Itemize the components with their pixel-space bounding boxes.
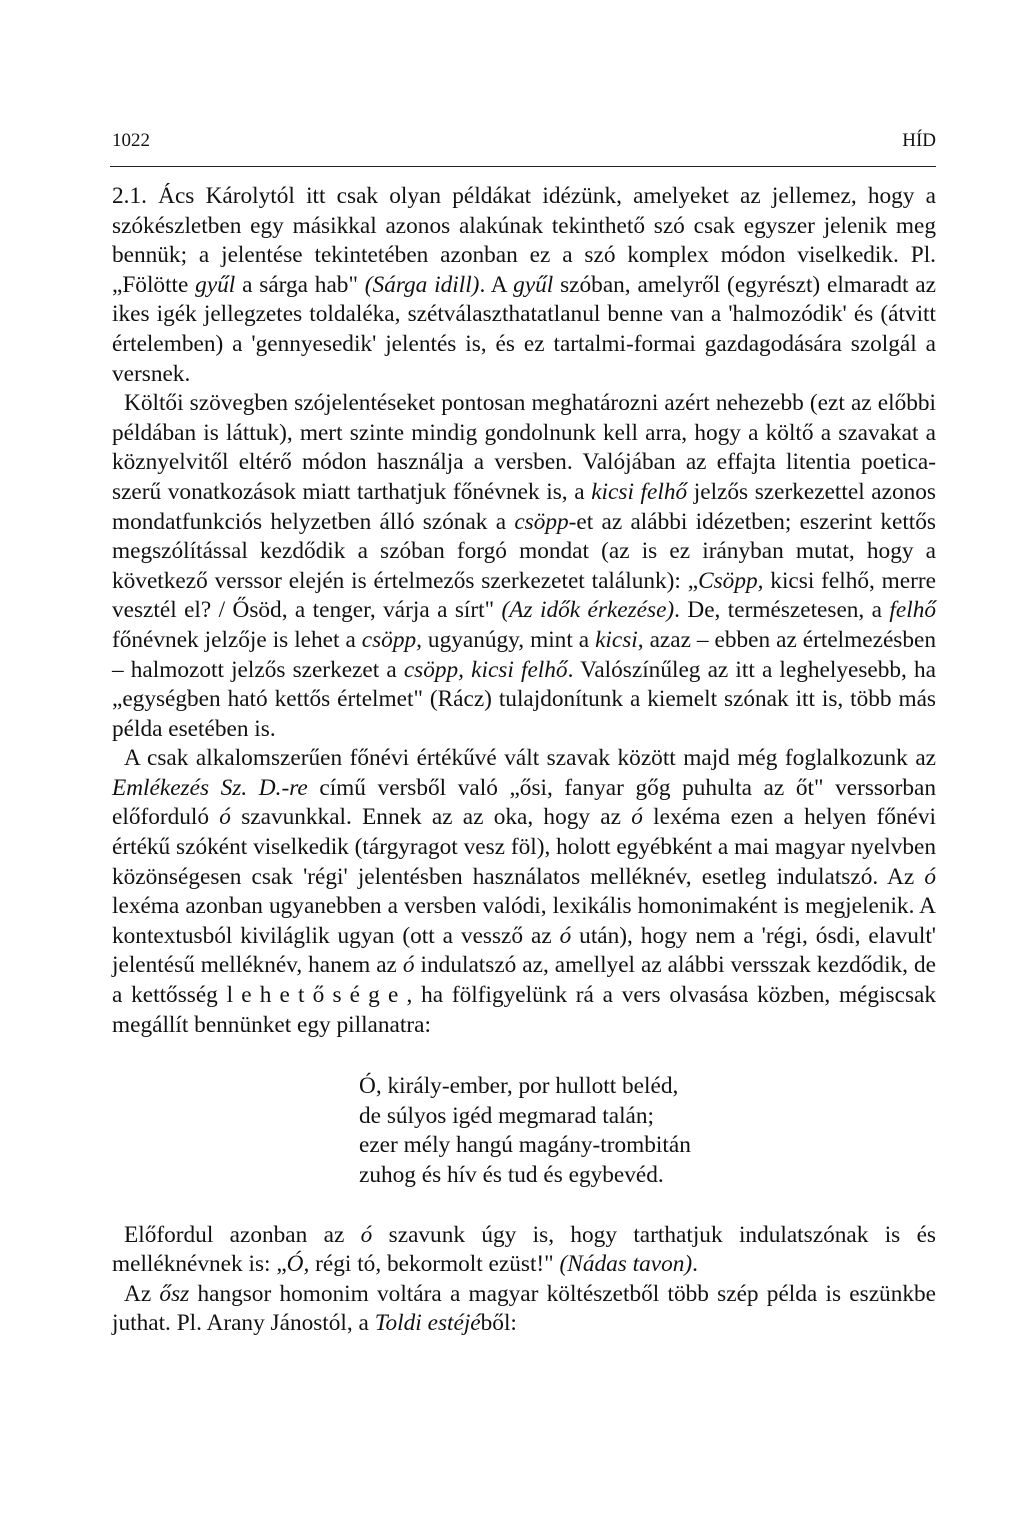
italic-text: ősz xyxy=(159,1280,190,1307)
italic-text: (Az idők érkezése) xyxy=(501,597,675,624)
italic-text: csöpp, xyxy=(361,626,422,653)
italic-text: ó xyxy=(402,952,415,979)
italic-text: ó xyxy=(924,863,936,890)
text-run: lexéma ezen a helyen főnévi értékű szóként viselkedik (tárgyragot vesz föl), holott egyébként a mai magyar nyelvben közönségesen csak 'régi' jelentésben használatos melléknév, esetleg indulatszó. Az xyxy=(112,804,936,890)
italic-text: ó xyxy=(559,922,572,949)
italic-text: felhő xyxy=(889,597,936,624)
italic-text: gyűl xyxy=(513,271,554,298)
header-rule xyxy=(110,166,936,167)
text-run: . A xyxy=(479,271,514,298)
text-run: Költői szövegben szójelentéseket pontosan meghatározni azért nehezebb (ezt az előbbi példában is láttuk), mert szinte mindig gondolnunk kell arra, hogy a költő a szavakat a köznyelvitől eltérő módon használja a versben. Valójában az effajta litentia poetica-szerű vonatkozások miatt tarthatjuk főnévnek is, a xyxy=(112,390,936,505)
text-run: . De, természetesen, a xyxy=(674,597,890,624)
running-header xyxy=(112,130,936,152)
paragraphs-after-poem xyxy=(112,1221,936,1339)
text-run: ugyanúgy, mint a xyxy=(421,626,596,653)
poem-line: zuhog és hív és tud és egybevéd. xyxy=(359,1162,664,1188)
text-run: Az xyxy=(124,1280,160,1307)
journal-title: HÍD xyxy=(902,130,936,151)
spaced-emphasis-text: lehetősége xyxy=(226,982,407,1009)
text-run: régi tó, bekormolt ezüst!" xyxy=(309,1251,560,1278)
text-run: főnévnek jelzője is lehet a xyxy=(112,626,362,653)
italic-text: ó xyxy=(360,1221,373,1248)
text-run: szóban, amelyről (egyrészt) elmaradt az ikes igék jellegzetes toldaléka, szétválaszthatatlanul benne van a 'halmozódik' és (átvitt értelemben) a 'gennyesedik' jelentés is, és ez tartalmi-formai gazdagodására szolgál a versnek. xyxy=(112,271,936,387)
paragraph xyxy=(112,744,936,1040)
text-run: indulatszó az, amellyel az alábbi versszak kezdődik, de a kettősség xyxy=(112,952,936,1009)
text-run: Előfordul azonban az xyxy=(124,1221,361,1248)
poem-line: de súlyos igéd megmarad talán; xyxy=(359,1102,655,1129)
text-run: című versből való „ősi, fanyar gőg puhulta az őt" verssorban előforduló xyxy=(112,774,937,831)
italic-text: Ó, xyxy=(286,1251,310,1278)
italic-text: ó xyxy=(219,804,231,831)
poem-quotation xyxy=(359,1072,936,1190)
italic-text: (Sárga idill) xyxy=(364,271,480,298)
italic-text: Emlékezés Sz. D. xyxy=(112,774,282,801)
text-run: szavunk úgy is, hogy tarthatjuk indulatszónak is és melléknévnek is: „ xyxy=(112,1221,937,1278)
text-run: jelzős szerkezettel azonos mondatfunkciós helyzetben álló szónak a xyxy=(112,478,937,535)
paragraph xyxy=(112,1221,936,1280)
page-number: 1022 xyxy=(112,130,150,151)
paragraph xyxy=(112,389,936,744)
italic-text: ó xyxy=(631,804,643,831)
paragraphs-before-poem xyxy=(112,182,936,1040)
text-run: , ha fölfigyelünk rá a vers olvasása közben, mégiscsak megállít bennünket egy pillanatra: xyxy=(112,982,936,1038)
italic-text: gyűl xyxy=(195,271,236,298)
italic-text: Csöpp, xyxy=(698,567,764,594)
italic-text: csöpp, kicsi felhő xyxy=(403,656,568,683)
paragraph xyxy=(112,1280,936,1339)
text-run: A csak alkalomszerűen főnévi értékűvé vált szavak között majd még foglalkozunk az xyxy=(124,745,936,772)
text-run: a sárga hab" xyxy=(235,271,365,298)
poem-line: ezer mély hangú magány-trombitán xyxy=(359,1132,691,1159)
paragraph xyxy=(112,182,936,389)
italic-text: -re xyxy=(281,774,308,801)
text-run: kicsi felhő, merre vesztél el? / Ősöd, a tenger, várja a sírt" xyxy=(112,567,937,624)
italic-text: kicsi xyxy=(595,626,638,653)
italic-text: Toldi estéjé xyxy=(374,1310,481,1337)
italic-text: (Nádas tavon) xyxy=(559,1251,693,1278)
body-text xyxy=(112,182,936,1339)
italic-text: kicsi felhő xyxy=(591,478,688,505)
poem-line: Ó, király-ember, por hullott beléd, xyxy=(359,1073,679,1100)
text-run: 2.1. Ács Károlytól itt csak olyan példákat idézünk, amelyeket az jellemez, hogy a szókészletben egy másikkal azonos alakúnak tekinthető szó csak egyszer jelenik meg bennük; a jelentése tekintetében azonban ez a szó komplex módon viselkedik. Pl. „Fölötte xyxy=(112,183,936,298)
italic-text: csöpp xyxy=(514,508,569,535)
text-run: lexéma azonban ugyanebben a versben valódi, lexikális homonimaként is megjelenik. A kontextusból kiviláglik ugyan (ott a vessző az xyxy=(112,893,936,949)
text-run: hangsor homonim voltára a magyar költészetből több szép példa is eszünkbe juthat. Pl. Arany Jánostól, a xyxy=(112,1280,936,1337)
text-run: szavunkkal. Ennek az az oka, hogy az xyxy=(230,804,632,831)
text-run: . xyxy=(692,1251,698,1278)
text-run: -et az alábbi idézetben; eszerint kettős megszólítással kezdődik a szóban forgó mondat (az is ez irányban mutat, hogy a következő verssor elején is értelmezős szerkezetet találunk): „ xyxy=(112,508,936,594)
text-run: ből: xyxy=(480,1310,517,1337)
text-run: . Valószínűleg az itt a leghelyesebb, ha „egységben ható kettős értelmet" (Rácz) tulajdonítunk a kiemelt szónak itt is, több más példa esetében is. xyxy=(112,656,936,742)
text-run: után), hogy nem a 'régi, ósdi, elavult' jelentésű melléknév, hanem az xyxy=(112,922,936,979)
text-run: , azaz – ebben az értelmezésben – halmozott jelzős szerkezet a xyxy=(112,626,936,683)
